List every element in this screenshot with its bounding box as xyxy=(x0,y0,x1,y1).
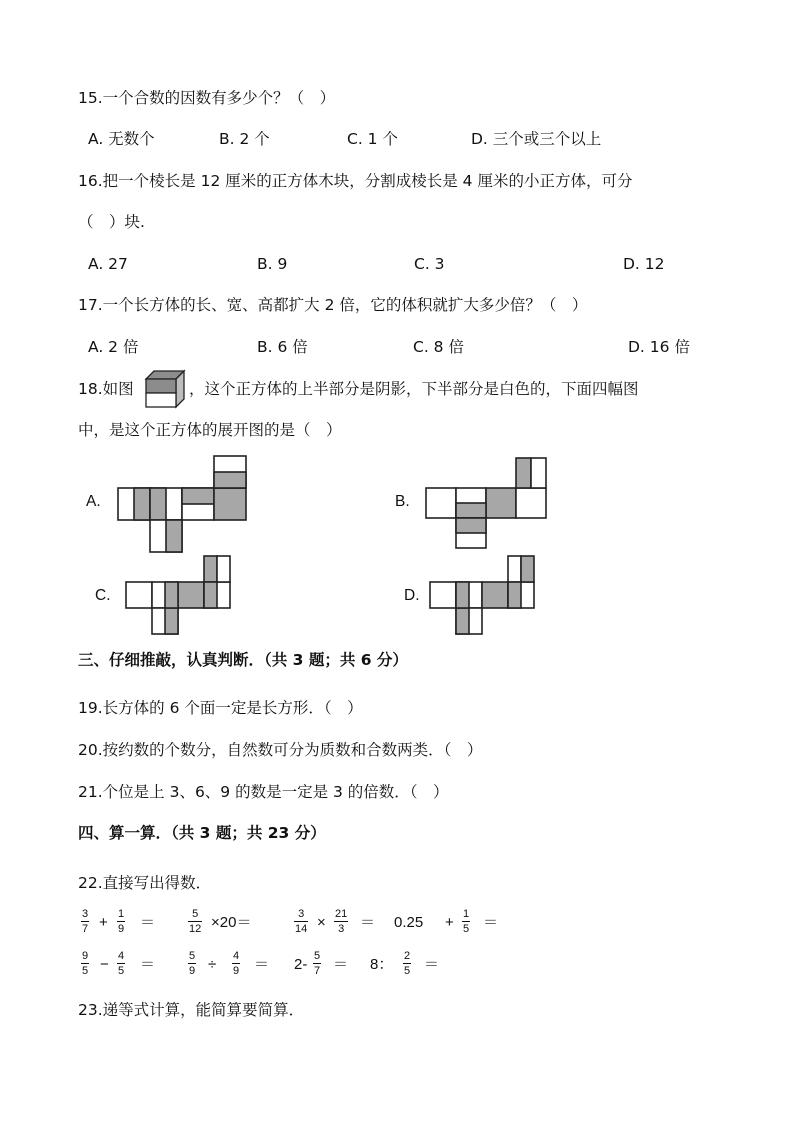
fraction: 9 5 xyxy=(82,950,89,977)
equals-sign: ＝ xyxy=(360,914,376,931)
equals-sign: ＝ xyxy=(333,956,349,973)
fraction: 1 5 xyxy=(463,908,470,935)
question-16-stem: 16.把一个棱长是 12 厘米的正方体木块，分割成棱长是 4 厘米的小正方体，可分 xyxy=(78,172,633,190)
ratio-lead: 8： xyxy=(370,956,394,973)
q17-option-b[interactable]: B. 6 倍 xyxy=(257,338,308,356)
plus-sign: + xyxy=(99,914,108,931)
q15-option-c[interactable]: C. 1 个 xyxy=(347,130,398,148)
net-option-d[interactable] xyxy=(428,554,538,638)
fraction: 21 3 xyxy=(335,908,348,935)
net-option-b[interactable] xyxy=(424,456,548,550)
q17-option-c[interactable]: C. 8 倍 xyxy=(413,338,464,356)
q18-option-b-label[interactable]: B. xyxy=(395,493,410,510)
equals-sign: ＝ xyxy=(254,956,270,973)
fraction: 3 14 xyxy=(295,908,308,935)
fraction: 5 9 xyxy=(189,950,196,977)
q16-option-d[interactable]: D. 12 xyxy=(623,255,665,273)
question-18-stem-prefix: 18.如图 xyxy=(78,380,134,398)
equals-sign: ＝ xyxy=(140,956,156,973)
equals-sign: ＝ xyxy=(483,914,499,931)
section-4-title: 四、算一算．（共 3 题；共 23 分） xyxy=(78,824,326,842)
q18-option-a-label[interactable]: A. xyxy=(86,493,101,510)
divide-sign: ÷ xyxy=(208,956,217,973)
question-17-stem: 17.一个长方体的长、宽、高都扩大 2 倍，它的体积就扩大多少倍？（ ） xyxy=(78,296,588,314)
fraction: 4 9 xyxy=(233,950,240,977)
whole-number-minus: 2- xyxy=(294,956,308,973)
q18-option-d-label[interactable]: D. xyxy=(404,587,420,604)
plus-sign: + xyxy=(445,914,454,931)
q15-option-a[interactable]: A. 无数个 xyxy=(88,130,155,148)
q16-option-b[interactable]: B. 9 xyxy=(257,255,288,273)
fraction: 3 7 xyxy=(82,908,89,935)
question-15-stem: 15.一个合数的因数有多少个？（ ） xyxy=(78,89,336,107)
equals-sign: ＝ xyxy=(424,956,440,973)
question-21: 21.个位是上 3、6、9 的数是一定是 3 的倍数．（ ） xyxy=(78,783,449,801)
times-sign: × xyxy=(317,914,326,931)
question-16-stem-continued: （ ）块. xyxy=(78,213,145,231)
question-18-stem-suffix: ，这个正方体的上半部分是阴影，下半部分是白色的，下面四幅图 xyxy=(189,380,639,398)
times-twenty-equals: ×20＝ xyxy=(211,914,252,931)
question-23: 23.递等式计算，能简算要简算． xyxy=(78,1001,305,1019)
cube-figure xyxy=(144,368,188,410)
question-20: 20.按约数的个数分，自然数可分为质数和合数两类．（ ） xyxy=(78,741,483,759)
q16-option-c[interactable]: C. 3 xyxy=(414,255,445,273)
q15-option-b[interactable]: B. 2 个 xyxy=(219,130,270,148)
fraction: 4 5 xyxy=(118,950,125,977)
q15-option-d[interactable]: D. 三个或三个以上 xyxy=(471,130,602,148)
q17-option-d[interactable]: D. 16 倍 xyxy=(628,338,690,356)
net-option-a[interactable] xyxy=(116,454,250,554)
question-19: 19.长方体的 6 个面一定是长方形．（ ） xyxy=(78,699,363,717)
section-3-title: 三、仔细推敲，认真判断．（共 3 题；共 6 分） xyxy=(78,651,408,669)
equals-sign: ＝ xyxy=(140,914,156,931)
fraction: 1 9 xyxy=(118,908,125,935)
fraction: 2 5 xyxy=(404,950,411,977)
question-18-stem-continued: 中，是这个正方体的展开图的是（ ） xyxy=(78,421,342,439)
q18-option-c-label[interactable]: C. xyxy=(95,587,111,604)
minus-sign: − xyxy=(100,956,109,973)
decimal-value: 0.25 xyxy=(394,914,424,931)
q17-option-a[interactable]: A. 2 倍 xyxy=(88,338,139,356)
net-option-c[interactable] xyxy=(124,554,234,638)
fraction: 5 12 xyxy=(189,908,202,935)
question-22: 22.直接写出得数． xyxy=(78,874,212,892)
fraction: 5 7 xyxy=(314,950,321,977)
q16-option-a[interactable]: A. 27 xyxy=(88,255,128,273)
